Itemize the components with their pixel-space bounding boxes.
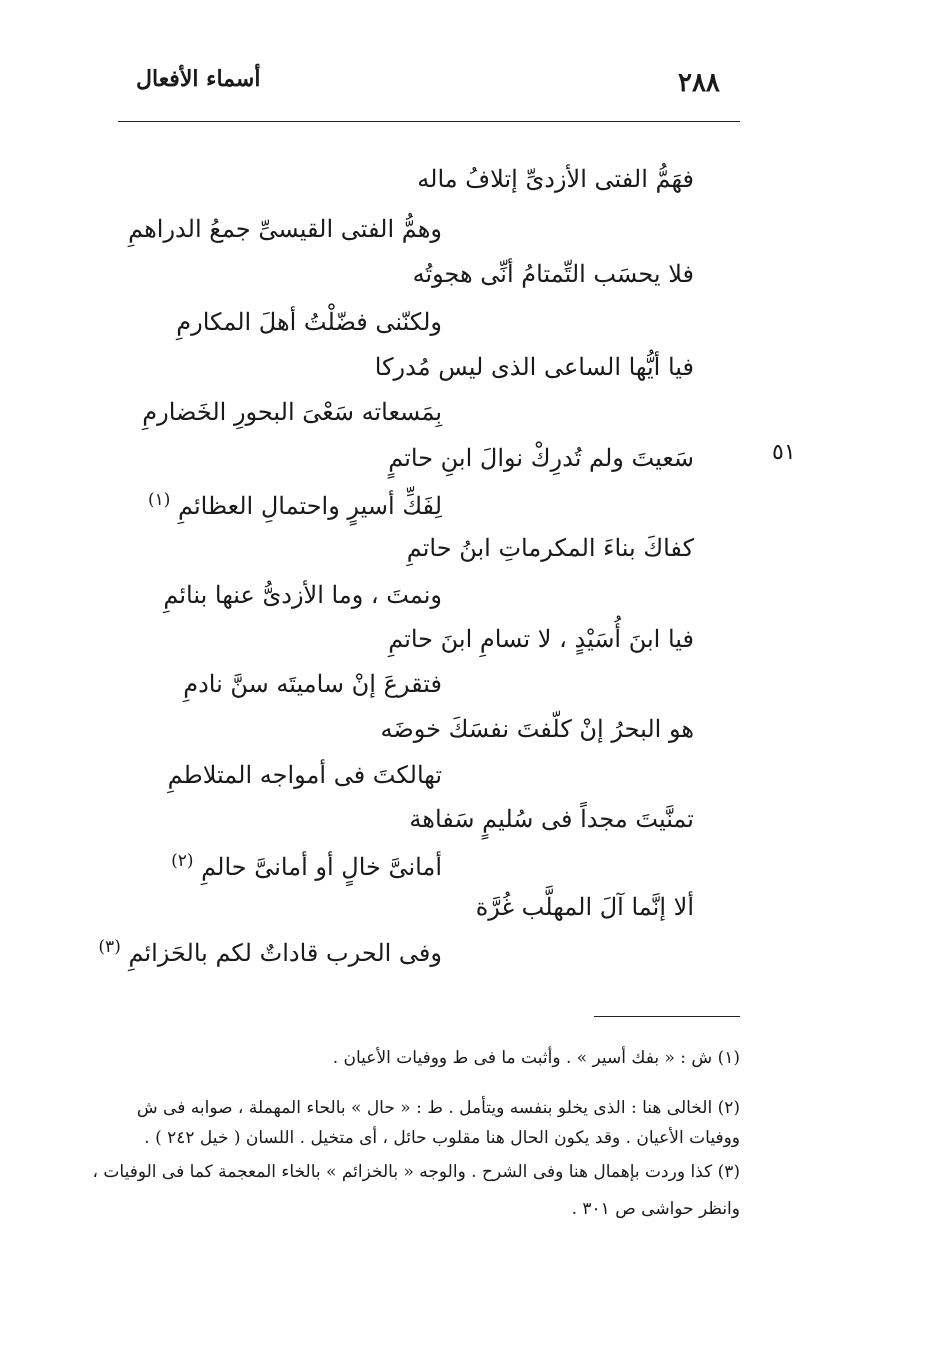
poem-line bbox=[128, 214, 442, 244]
poem-line-text: هو البحرُ إنْ كلّفتَ نفسَكَ خوضَه bbox=[380, 715, 694, 743]
running-title: أسماء الأفعال bbox=[136, 66, 261, 92]
poem-line-text: تمنَّيتَ مجداً فى سُليمٍ سَفاهة bbox=[409, 805, 694, 833]
header-divider bbox=[118, 121, 740, 122]
page-number: ٢٨٨ bbox=[678, 68, 720, 98]
footnote-line: (١) ش : « بفك أسير » . وأثبت ما فى ط ووفيات الأعيان . bbox=[332, 1048, 740, 1068]
poem-line bbox=[375, 352, 694, 382]
poem-line bbox=[163, 580, 442, 610]
poem-line-text: فيا ابنَ أُسَيْدٍ ، لا تسامِ ابنَ حاتمِ bbox=[388, 625, 694, 653]
poem-line-text: بِمَسعاته سَعْىَ البحورِ الخَضارمِ bbox=[142, 398, 442, 426]
poem-line bbox=[183, 669, 442, 699]
footnote-line: ووفيات الأعيان . وقد يكون الحال هنا مقلوب حائل ، أى متخيل . اللسان ( خيل ٢٤٢ ) . bbox=[144, 1128, 740, 1148]
poem-line-text: وهمُّ الفتى القيسىِّ جمعُ الدراهمِ bbox=[128, 215, 442, 243]
footnote-marker: (٢) bbox=[171, 851, 194, 871]
verse-number: ٥١ bbox=[772, 440, 796, 465]
footnote-marker: (١) bbox=[147, 490, 171, 510]
poem-line bbox=[168, 760, 442, 790]
poem-line-text: ألا إنَّما آلَ المهلَّب غُرَّة bbox=[475, 893, 694, 921]
poem-line bbox=[476, 892, 694, 922]
poem-line bbox=[98, 932, 442, 968]
poem-line-text: كفاكَ بناءَ المكرماتِ ابنُ حاتمِ bbox=[406, 534, 694, 562]
poem-line bbox=[407, 533, 694, 563]
poem-line bbox=[142, 397, 442, 427]
footnote-line: (٢) الخالى هنا : الذى يخلو بنفسه ويتأمل . ط : « حال » بالحاء المهملة ، صوابه فى ش bbox=[136, 1098, 740, 1118]
poem-line-text: لِفَكِّ أسيرٍ واحتمالِ العظائمِ bbox=[178, 492, 442, 520]
poem-line bbox=[381, 714, 694, 744]
poem-line bbox=[413, 259, 694, 289]
poem-line-text: سَعيتَ ولم تُدرِكْ نوالَ ابنِ حاتمٍ bbox=[388, 444, 694, 472]
poem-line bbox=[388, 443, 694, 473]
poem-line-text: وفى الحرب قاداتٌ لكم بالحَزائمِ bbox=[128, 939, 442, 967]
footnote-divider bbox=[594, 1016, 740, 1017]
poem-line bbox=[148, 485, 442, 521]
poem-line bbox=[388, 624, 694, 654]
poem-line bbox=[176, 307, 442, 337]
poem-line bbox=[417, 164, 694, 194]
footnote-line: (٣) كذا وردت بإهمال هنا وفى الشرح . والوجه « بالخزائم » بالخاء المعجمة كما فى الوفيات ، bbox=[92, 1162, 740, 1182]
poem-line-text: ولكنّنى فضّلْتُ أهلَ المكارمِ bbox=[176, 308, 442, 336]
poem-line-text: فهَمُّ الفتى الأزدىِّ إتلافُ ماله bbox=[417, 165, 694, 193]
poem-line bbox=[409, 804, 694, 834]
poem-line-text: فيا أيُّها الساعى الذى ليس مُدركا bbox=[374, 353, 694, 381]
poem-line-text: تهالكتَ فى أمواجه المتلاطمِ bbox=[167, 761, 442, 789]
poem-line-text: أمانىَّ خالٍ أو أمانىَّ حالمِ bbox=[201, 853, 442, 881]
poem-line bbox=[171, 846, 442, 882]
footnote-line: وانظر حواشى ص ٣٠١ . bbox=[571, 1199, 740, 1219]
footnote-marker: (٣) bbox=[98, 937, 121, 957]
poem-line-text: ونمتَ ، وما الأزدىُّ عنها بنائمِ bbox=[163, 581, 442, 609]
poem-line-text: فلا يحسَب التِّمتامُ أنِّى هجوتُه bbox=[412, 260, 694, 288]
poem-line-text: فتقرعَ إنْ ساميتَه سنَّ نادمِ bbox=[183, 670, 442, 698]
